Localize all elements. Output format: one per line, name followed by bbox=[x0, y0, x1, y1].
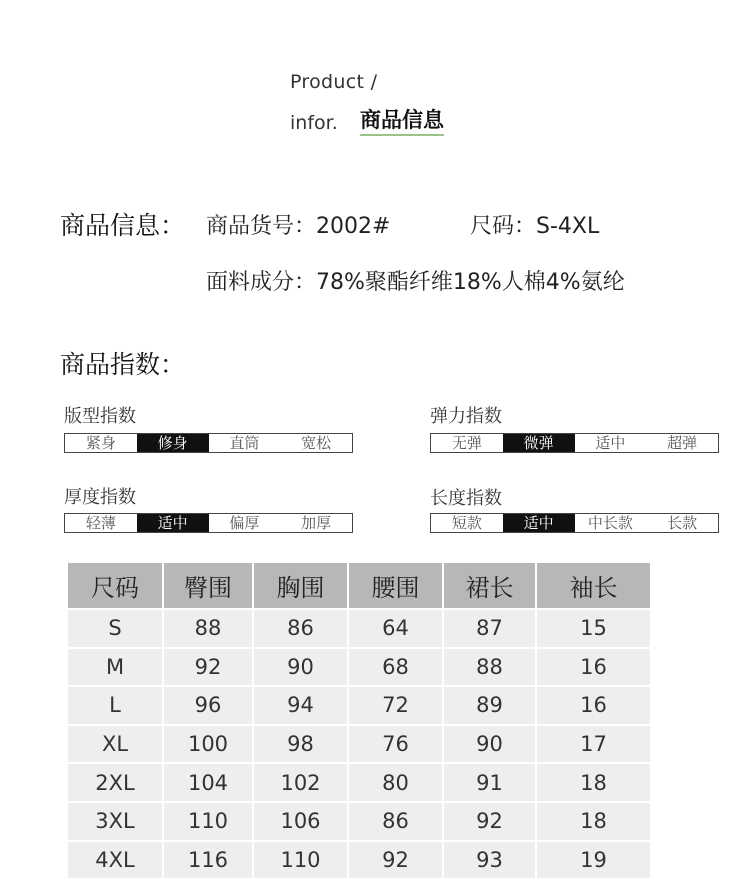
fit-index-scale bbox=[64, 433, 353, 453]
elasticity-index-scale bbox=[430, 433, 719, 453]
table-cell: 92 bbox=[443, 802, 536, 841]
table-row bbox=[68, 841, 650, 879]
scale-option: 适中 bbox=[137, 514, 209, 532]
table-cell: XL bbox=[68, 725, 163, 764]
table-cell: 98 bbox=[253, 725, 348, 764]
product-index-title: 商品指数： bbox=[60, 350, 186, 379]
length-index-label: 长度指数 bbox=[430, 488, 502, 509]
table-cell: 68 bbox=[348, 648, 443, 687]
scale-option: 轻薄 bbox=[85, 514, 116, 532]
header-english-line2: infor. bbox=[290, 112, 338, 134]
table-cell: 4XL bbox=[68, 841, 163, 879]
table-cell: 15 bbox=[536, 609, 650, 648]
scale-option: 紧身 bbox=[85, 434, 116, 452]
table-cell: L bbox=[68, 686, 163, 725]
fit-index-label: 版型指数 bbox=[64, 406, 136, 427]
table-row bbox=[68, 763, 650, 802]
thickness-index-scale bbox=[64, 513, 353, 533]
scale-option: 适中 bbox=[503, 514, 575, 532]
table-cell: 16 bbox=[536, 686, 650, 725]
table-row bbox=[68, 648, 650, 687]
table-cell: 88 bbox=[163, 609, 253, 648]
table-cell: 18 bbox=[536, 802, 650, 841]
table-cell: 104 bbox=[163, 763, 253, 802]
table-cell: 2XL bbox=[68, 763, 163, 802]
fabric-composition: 面料成分：78%聚酯纤维18%人棉4%氨纶 bbox=[206, 270, 625, 295]
table-cell: 64 bbox=[348, 609, 443, 648]
scale-option: 超弹 bbox=[667, 434, 698, 452]
table-cell: 88 bbox=[443, 648, 536, 687]
table-cell: 17 bbox=[536, 725, 650, 764]
table-cell: 91 bbox=[443, 763, 536, 802]
table-cell: 86 bbox=[348, 802, 443, 841]
table-header-cell: 胸围 bbox=[253, 563, 348, 609]
scale-option: 中长款 bbox=[587, 514, 633, 532]
table-cell: 87 bbox=[443, 609, 536, 648]
table-cell: 86 bbox=[253, 609, 348, 648]
scale-option: 适中 bbox=[595, 434, 626, 452]
scale-option: 微弹 bbox=[503, 434, 575, 452]
item-number: 商品货号：2002# bbox=[206, 214, 391, 239]
table-cell: 93 bbox=[443, 841, 536, 879]
table-cell: 106 bbox=[253, 802, 348, 841]
table-cell: 92 bbox=[163, 648, 253, 687]
scale-option: 偏厚 bbox=[229, 514, 260, 532]
table-cell: S bbox=[68, 609, 163, 648]
table-cell: 110 bbox=[253, 841, 348, 879]
table-row bbox=[68, 686, 650, 725]
table-cell: 94 bbox=[253, 686, 348, 725]
table-cell: 116 bbox=[163, 841, 253, 879]
table-cell: 76 bbox=[348, 725, 443, 764]
table-header-cell: 尺码 bbox=[68, 563, 163, 609]
table-cell: 90 bbox=[253, 648, 348, 687]
header-chinese-title: 商品信息 bbox=[360, 107, 444, 136]
table-row bbox=[68, 609, 650, 648]
scale-option: 宽松 bbox=[301, 434, 332, 452]
table-cell: M bbox=[68, 648, 163, 687]
table-row bbox=[68, 725, 650, 764]
elasticity-index-label: 弹力指数 bbox=[430, 406, 502, 427]
table-cell: 110 bbox=[163, 802, 253, 841]
table-header-row bbox=[68, 563, 650, 609]
scale-option: 短款 bbox=[451, 514, 482, 532]
scale-option: 加厚 bbox=[301, 514, 332, 532]
table-cell: 90 bbox=[443, 725, 536, 764]
scale-option: 直筒 bbox=[229, 434, 260, 452]
table-header-cell: 袖长 bbox=[536, 563, 650, 609]
table-cell: 96 bbox=[163, 686, 253, 725]
table-cell: 80 bbox=[348, 763, 443, 802]
table-cell: 92 bbox=[348, 841, 443, 879]
table-cell: 89 bbox=[443, 686, 536, 725]
table-cell: 3XL bbox=[68, 802, 163, 841]
size-chart-table bbox=[68, 563, 650, 878]
table-cell: 16 bbox=[536, 648, 650, 687]
table-row bbox=[68, 802, 650, 841]
thickness-index-label: 厚度指数 bbox=[64, 487, 136, 508]
table-cell: 102 bbox=[253, 763, 348, 802]
size-range: 尺码：S-4XL bbox=[470, 214, 600, 239]
table-cell: 100 bbox=[163, 725, 253, 764]
table-cell: 19 bbox=[536, 841, 650, 879]
table-cell: 72 bbox=[348, 686, 443, 725]
scale-option: 长款 bbox=[667, 514, 698, 532]
header-english-line1: Product / bbox=[290, 71, 378, 93]
table-header-cell: 腰围 bbox=[348, 563, 443, 609]
table-header-cell: 臀围 bbox=[163, 563, 253, 609]
product-info-title: 商品信息： bbox=[60, 211, 186, 240]
table-header-cell: 裙长 bbox=[443, 563, 536, 609]
scale-option: 无弹 bbox=[451, 434, 482, 452]
scale-option: 修身 bbox=[137, 434, 209, 452]
length-index-scale bbox=[430, 513, 719, 533]
table-cell: 18 bbox=[536, 763, 650, 802]
